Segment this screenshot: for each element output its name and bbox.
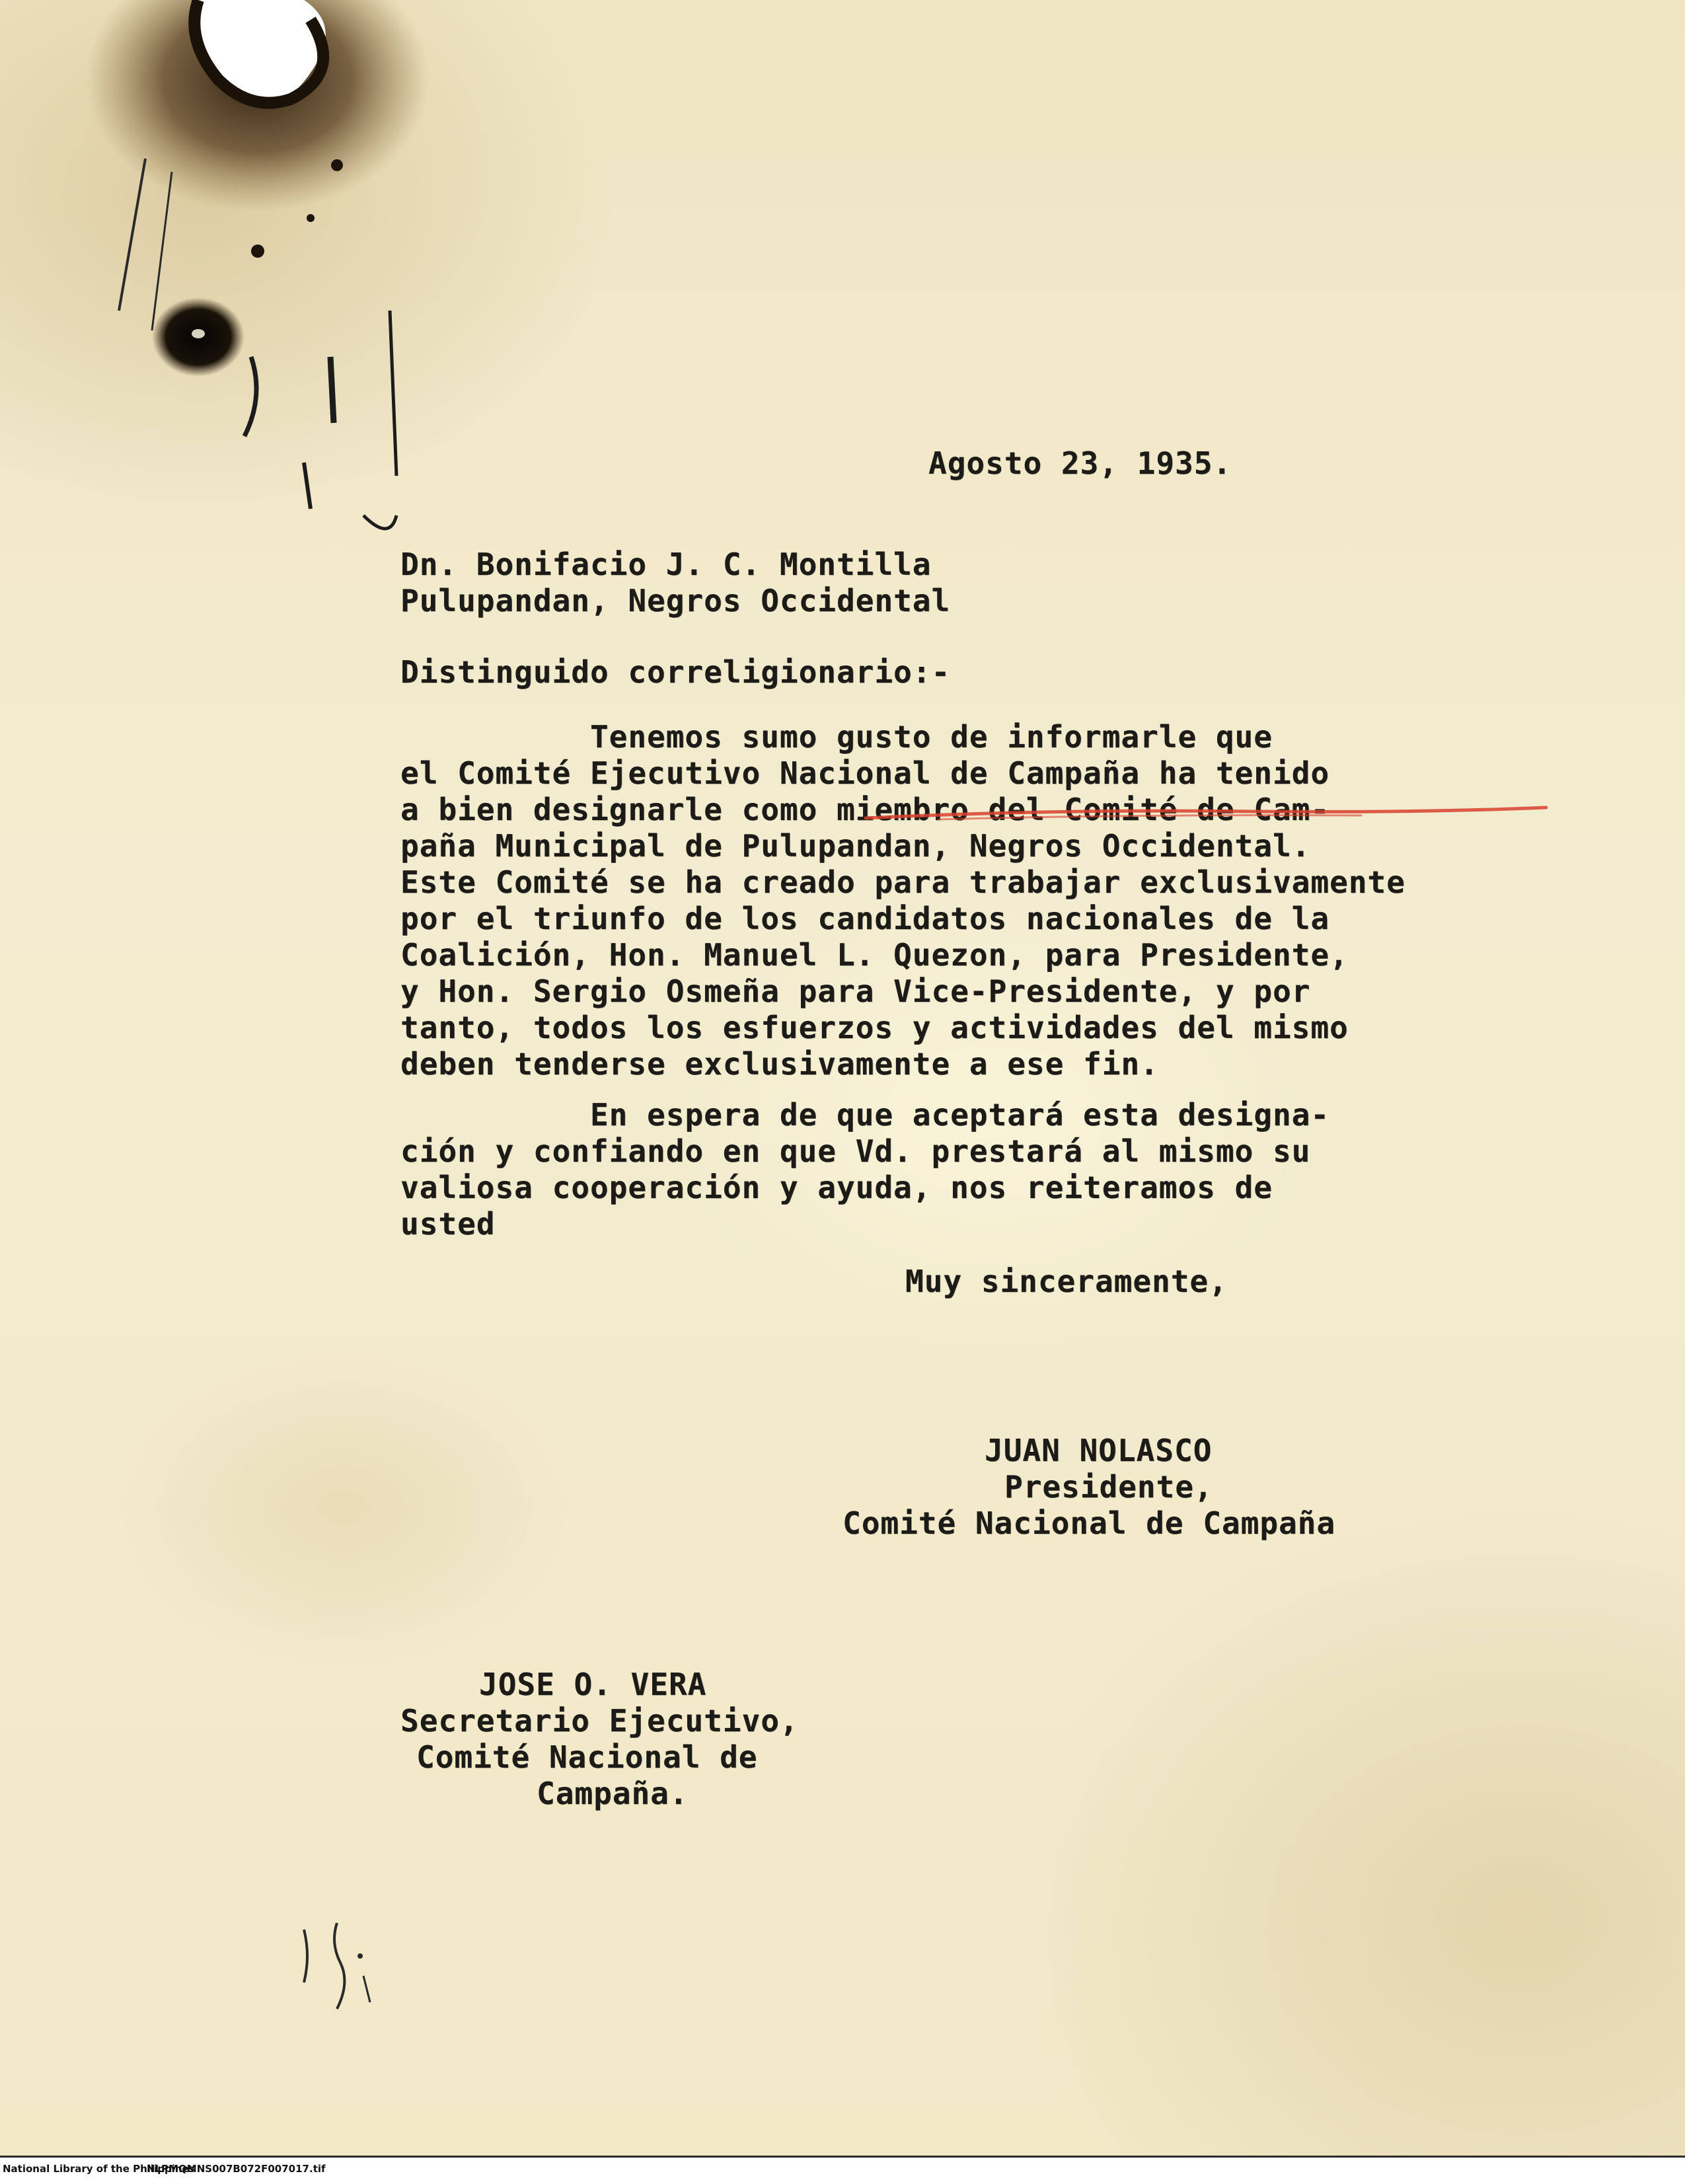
signatory-1-name: JUAN NOLASCO xyxy=(985,1433,1213,1468)
paragraph-line: paña Municipal de Pulupandan, Negros Occidental. xyxy=(400,828,1311,864)
paragraph-line: Tenemos sumo gusto de informarle que xyxy=(400,719,1273,755)
paragraph-line: a bien designarle como miembro del Comité de Cam- xyxy=(400,792,1330,827)
paragraph-line: el Comité Ejecutivo Nacional de Campaña ha tenido xyxy=(400,755,1330,791)
paragraph-line: deben tenderse exclusivamente a ese fin. xyxy=(400,1046,1159,1082)
signatory-2-organization: Comité Nacional de xyxy=(416,1739,758,1775)
recipient-location: Pulupandan, Negros Occidental xyxy=(400,583,951,619)
paragraph-line: por el triunfo de los candidatos nacionales de la xyxy=(400,901,1330,936)
signatory-1-title: Presidente, xyxy=(1004,1469,1213,1505)
paragraph-line: Este Comité se ha creado para trabajar exclusivamente xyxy=(400,864,1405,900)
recipient-name: Dn. Bonifacio J. C. Montilla xyxy=(400,546,932,582)
burn-damage-mark xyxy=(0,0,463,595)
paragraph-line: y Hon. Sergio Osmeña para Vice-Presidente, y por xyxy=(400,973,1311,1009)
paragraph-line: Coalición, Hon. Manuel L. Quezon, para Presidente, xyxy=(400,937,1349,973)
letter-date: Agosto 23, 1935. xyxy=(928,445,1232,481)
body-paragraph-2 xyxy=(400,1097,1329,1242)
signatory-2-organization-cont: Campaña. xyxy=(537,1776,689,1811)
paragraph-line: valiosa cooperación y ayuda, nos reiteramos de xyxy=(400,1170,1273,1205)
signatory-2-name: JOSE O. VERA xyxy=(479,1667,707,1702)
body-paragraph-1 xyxy=(400,719,1405,1082)
salutation: Distinguido correligionario:- xyxy=(400,654,951,690)
ink-smudge-mark xyxy=(291,1916,383,2022)
footer-file-id: NLPMQMNS007B072F007017.tif xyxy=(147,2163,326,2175)
paragraph-line: En espera de que aceptará esta designa- xyxy=(400,1097,1330,1133)
signatory-2-title: Secretario Ejecutivo, xyxy=(400,1703,799,1739)
paragraph-line: ción y confiando en que Vd. prestará al mismo su xyxy=(400,1133,1311,1169)
paragraph-line: tanto, todos los esfuerzos y actividades del mismo xyxy=(400,1010,1349,1045)
closing: Muy sinceramente, xyxy=(905,1263,1228,1299)
red-pencil-underline xyxy=(859,800,1553,826)
footer-institution: National Library of the Philippines xyxy=(3,2163,195,2175)
paragraph-line: usted xyxy=(400,1206,496,1242)
signatory-1-organization: Comité Nacional de Campaña xyxy=(842,1505,1336,1541)
archive-footer xyxy=(0,2156,1685,2184)
